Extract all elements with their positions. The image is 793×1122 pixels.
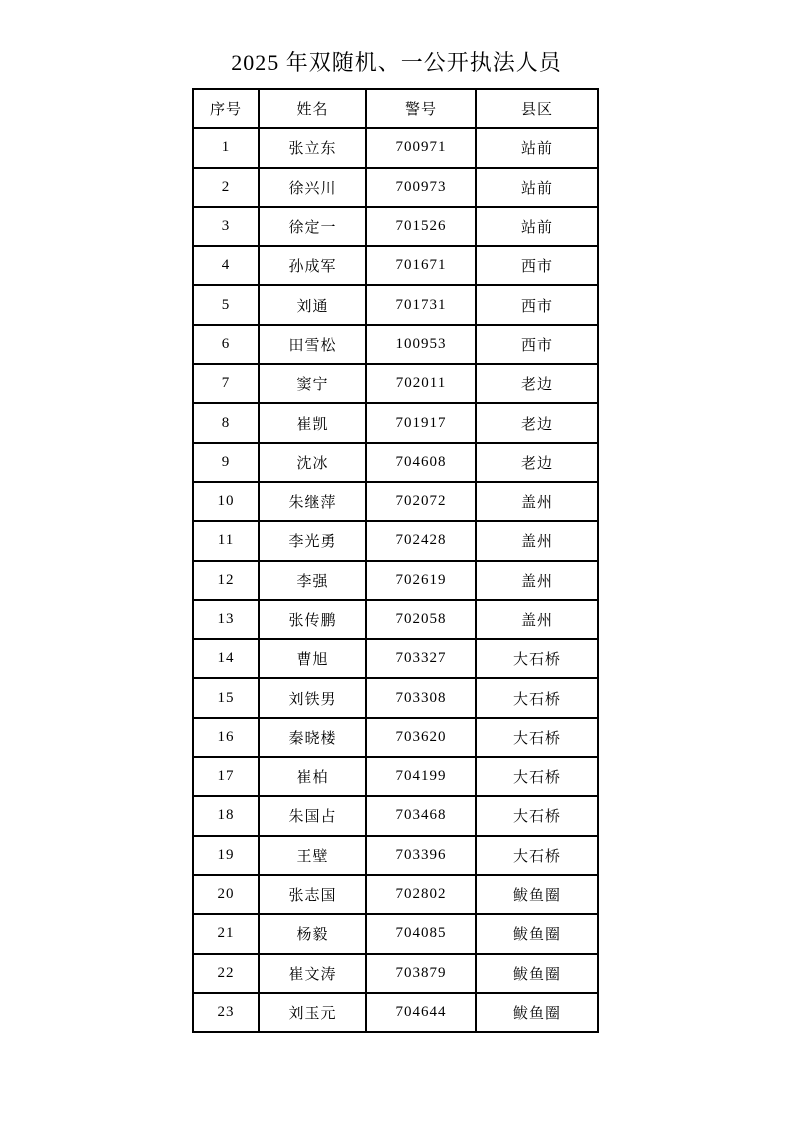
- cell-name: 朱国占: [259, 796, 366, 835]
- table-row: [193, 757, 598, 796]
- table-row: [193, 954, 598, 993]
- cell-district: 老边: [476, 364, 598, 403]
- cell-badge-number: 703308: [366, 678, 476, 717]
- cell-index: 19: [193, 836, 259, 875]
- cell-name: 李光勇: [259, 521, 366, 560]
- cell-badge-number: 704608: [366, 443, 476, 482]
- cell-district: 鲅鱼圈: [476, 875, 598, 914]
- cell-name: 秦晓楼: [259, 718, 366, 757]
- cell-district: 西市: [476, 246, 598, 285]
- cell-district: 盖州: [476, 561, 598, 600]
- header-cell-badge-number: 警号: [366, 89, 476, 128]
- table-row: [193, 482, 598, 521]
- table-row: [193, 128, 598, 167]
- cell-badge-number: 703620: [366, 718, 476, 757]
- cell-district: 大石桥: [476, 836, 598, 875]
- cell-district: 盖州: [476, 482, 598, 521]
- cell-district: 大石桥: [476, 757, 598, 796]
- cell-badge-number: 701917: [366, 403, 476, 442]
- cell-badge-number: 703396: [366, 836, 476, 875]
- cell-name: 杨毅: [259, 914, 366, 953]
- table-row: [193, 207, 598, 246]
- table-row: [193, 285, 598, 324]
- cell-badge-number: 702072: [366, 482, 476, 521]
- cell-index: 7: [193, 364, 259, 403]
- cell-district: 大石桥: [476, 639, 598, 678]
- table-row: [193, 364, 598, 403]
- table-row: [193, 836, 598, 875]
- table-row: [193, 443, 598, 482]
- cell-index: 13: [193, 600, 259, 639]
- cell-name: 窦宁: [259, 364, 366, 403]
- cell-district: 大石桥: [476, 796, 598, 835]
- table-row: [193, 168, 598, 207]
- table-row: [193, 403, 598, 442]
- cell-badge-number: 701671: [366, 246, 476, 285]
- cell-district: 站前: [476, 128, 598, 167]
- cell-index: 23: [193, 993, 259, 1032]
- cell-name: 王壁: [259, 836, 366, 875]
- table-row: [193, 875, 598, 914]
- cell-badge-number: 702011: [366, 364, 476, 403]
- table-row: [193, 246, 598, 285]
- cell-index: 22: [193, 954, 259, 993]
- cell-index: 14: [193, 639, 259, 678]
- cell-district: 大石桥: [476, 718, 598, 757]
- cell-index: 17: [193, 757, 259, 796]
- cell-district: 盖州: [476, 600, 598, 639]
- cell-name: 徐定一: [259, 207, 366, 246]
- personnel-table: [192, 88, 599, 1033]
- cell-badge-number: 704644: [366, 993, 476, 1032]
- cell-badge-number: 703879: [366, 954, 476, 993]
- cell-index: 11: [193, 521, 259, 560]
- cell-badge-number: 702428: [366, 521, 476, 560]
- cell-index: 21: [193, 914, 259, 953]
- cell-badge-number: 700973: [366, 168, 476, 207]
- cell-district: 盖州: [476, 521, 598, 560]
- cell-district: 大石桥: [476, 678, 598, 717]
- cell-index: 3: [193, 207, 259, 246]
- cell-name: 崔凯: [259, 403, 366, 442]
- cell-district: 西市: [476, 285, 598, 324]
- cell-name: 刘玉元: [259, 993, 366, 1032]
- cell-name: 刘通: [259, 285, 366, 324]
- cell-district: 鲅鱼圈: [476, 914, 598, 953]
- cell-index: 2: [193, 168, 259, 207]
- cell-badge-number: 703327: [366, 639, 476, 678]
- cell-badge-number: 100953: [366, 325, 476, 364]
- cell-index: 5: [193, 285, 259, 324]
- cell-index: 9: [193, 443, 259, 482]
- cell-badge-number: 702619: [366, 561, 476, 600]
- table-body: [193, 128, 598, 1032]
- cell-name: 刘铁男: [259, 678, 366, 717]
- cell-name: 张传鹏: [259, 600, 366, 639]
- cell-index: 4: [193, 246, 259, 285]
- table-row: [193, 796, 598, 835]
- cell-badge-number: 702802: [366, 875, 476, 914]
- cell-badge-number: 702058: [366, 600, 476, 639]
- table-row: [193, 718, 598, 757]
- cell-badge-number: 701731: [366, 285, 476, 324]
- cell-district: 鲅鱼圈: [476, 993, 598, 1032]
- table-row: [193, 600, 598, 639]
- cell-badge-number: 704085: [366, 914, 476, 953]
- cell-name: 李强: [259, 561, 366, 600]
- table-row: [193, 561, 598, 600]
- cell-name: 张志国: [259, 875, 366, 914]
- cell-name: 朱继萍: [259, 482, 366, 521]
- table-row: [193, 639, 598, 678]
- table-row: [193, 678, 598, 717]
- cell-name: 崔柏: [259, 757, 366, 796]
- cell-district: 鲅鱼圈: [476, 954, 598, 993]
- cell-index: 18: [193, 796, 259, 835]
- cell-name: 崔文涛: [259, 954, 366, 993]
- cell-district: 老边: [476, 403, 598, 442]
- cell-name: 沈冰: [259, 443, 366, 482]
- cell-badge-number: 701526: [366, 207, 476, 246]
- header-cell-district: 县区: [476, 89, 598, 128]
- cell-index: 15: [193, 678, 259, 717]
- cell-index: 12: [193, 561, 259, 600]
- cell-badge-number: 703468: [366, 796, 476, 835]
- cell-name: 田雪松: [259, 325, 366, 364]
- table-header-row: [193, 89, 598, 128]
- cell-index: 1: [193, 128, 259, 167]
- table-row: [193, 993, 598, 1032]
- cell-name: 孙成军: [259, 246, 366, 285]
- cell-index: 20: [193, 875, 259, 914]
- cell-index: 10: [193, 482, 259, 521]
- cell-name: 徐兴川: [259, 168, 366, 207]
- table-row: [193, 325, 598, 364]
- table-row: [193, 914, 598, 953]
- cell-name: 曹旭: [259, 639, 366, 678]
- cell-badge-number: 700971: [366, 128, 476, 167]
- cell-district: 站前: [476, 207, 598, 246]
- header-cell-name: 姓名: [259, 89, 366, 128]
- cell-name: 张立东: [259, 128, 366, 167]
- cell-index: 16: [193, 718, 259, 757]
- header-cell-index: 序号: [193, 89, 259, 128]
- cell-index: 8: [193, 403, 259, 442]
- page-title: 2025 年双随机、一公开执法人员: [231, 50, 562, 75]
- table-row: [193, 521, 598, 560]
- cell-badge-number: 704199: [366, 757, 476, 796]
- cell-district: 老边: [476, 443, 598, 482]
- cell-index: 6: [193, 325, 259, 364]
- cell-district: 站前: [476, 168, 598, 207]
- cell-district: 西市: [476, 325, 598, 364]
